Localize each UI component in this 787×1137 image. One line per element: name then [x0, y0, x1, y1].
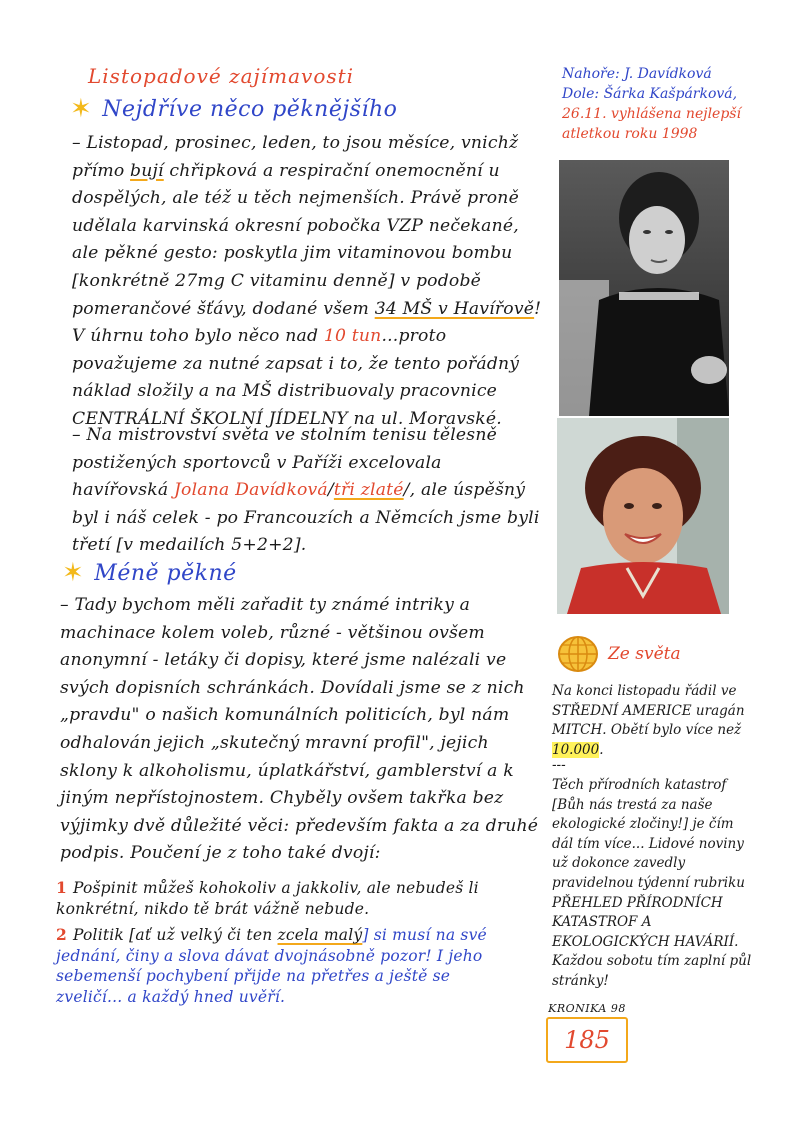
photo-kasparkova-image: [557, 418, 729, 614]
world-news-catastrophes: Těch přírodních katastrof [Bůh nás trestá za naše ekologické zločiny!] je čím dál tím více... Lidové noviny už dokonce zavedly pravidelnou týdenní rubriku PŘEHLED PŘÍRODNÍCH KATASTROF A EKOLOGICKÝCH HAVÁRIÍ. Každou sobotu tím zaplní půl stránky!: [552, 777, 752, 989]
text-fragment: /, ale úspěšný byl i náš celek - po Francouzích a Němcích jsme byli třetí [v medailích 5+2+2].: [72, 480, 540, 556]
lesson-number: 2: [56, 925, 67, 944]
text-fragment: chřipková a respirační onemocnění u dospělých, ale též u těch nejmenších. Právě proně udělala karvinská okresní pobočka VZP nečekané, ale pěkné gesto: poskytla jim vitaminovou bombu [konkrétně 27mg C vitaminu denně] v podobě pomerančové šťávy, dodané všem: [72, 160, 519, 319]
text-fragment: /: [327, 480, 334, 501]
world-news-label: Ze světa: [608, 644, 681, 664]
section-title-nice: [70, 96, 397, 122]
lesson-text: Pošpinit můžeš kohokoliv a jakkoliv, ale nebudeš li konkrétní, nikdo tě brát vážně nebude.: [56, 879, 479, 918]
text-fragment: – Tady bychom měli zařadit ty známé intriky a machinace kolem voleb, různé - většinou ovšem anonymní - letáky či dopisy, které jsme nalézali ve svých dopisních schránkách. Dovídali jsme se z nich „pravdu" o našich komunálních politicích, byl nám odhalován jejich „skutečný mravní profil", jejich sklony k alkoholismu, úplatkářství, gamblerství a k jiným nepřístojnostem. Chyběly ovšem takřka bez výjimky dvě důležité věci: především fakta a za druhé podpis. Poučení je z toho také dvojí:: [60, 595, 539, 864]
lesson-item-1: [56, 878, 518, 919]
photo-davidkova-image: [559, 160, 729, 416]
text-fragment: Na konci listopadu řádil ve STŘEDNÍ AMERICE uragán MITCH. Obětí bylo více než: [552, 683, 745, 739]
section-title-nice-text: Nejdříve něco pěknějšího: [102, 96, 398, 122]
paragraph-table-tennis: [72, 422, 542, 560]
world-news-hurricane: [552, 682, 752, 760]
text-highlighted: 10.000: [552, 741, 600, 758]
text-red: Jolana Davídková: [173, 480, 328, 501]
section-title-less-nice: [62, 560, 237, 586]
text-underlined: 34 MŠ v Havířově: [374, 298, 535, 319]
text-underlined: tři zlaté: [333, 480, 404, 501]
text-underlined: bují: [130, 160, 164, 181]
paragraph-elections: [60, 592, 542, 868]
lesson-item-2: [56, 925, 518, 1007]
lesson-list: [56, 878, 518, 1007]
lesson-number: 1: [56, 878, 67, 897]
globe-icon: [556, 634, 600, 674]
text-fragment: – Na mistrovství světa ve stolním tenisu tělesně postižených sportovců v Paříži excelovala havířovská: [72, 425, 497, 501]
caption-line: Nahoře: J. Davídková: [562, 66, 712, 82]
text-underlined: zcela malý: [277, 926, 363, 944]
world-news-heading: [556, 634, 681, 674]
photo-caption: [562, 64, 762, 144]
chronicle-page-box: [546, 1002, 628, 1063]
paragraph-vitamins: [72, 130, 542, 434]
chronicle-label: KRONIKA 98: [548, 1002, 626, 1015]
star-icon: ✶: [70, 94, 93, 124]
text-fragment: ! V úhrnu toho bylo něco nad: [72, 298, 542, 347]
section-title-less-nice-text: Méně pěkné: [94, 560, 237, 586]
photo-kasparkova: [557, 418, 729, 614]
lesson-text: ] si musí na své jednání, činy a slova dávat dvojnásobně pozor! I jeho sebemenší pochybení přijde na přetřes a ještě se zveličí... a každý hned uvěří.: [56, 926, 487, 1006]
page-heading: Listopadové zajímavosti: [88, 64, 355, 88]
star-icon: ✶: [62, 558, 85, 588]
text-fragment: – Listopad, prosinec, leden, to jsou měsíce, vnichž přímo: [72, 133, 519, 181]
lesson-text: Politik [ať už velký či ten: [73, 926, 273, 944]
dash-separator: ---: [552, 757, 566, 773]
text-red: 10 tun: [323, 326, 382, 347]
caption-line: Dole: Šárka Kašpárková,: [562, 86, 738, 102]
caption-line: 26.11. vyhlášena nejlepší atletkou roku 1998: [562, 106, 741, 142]
page-number: 185: [546, 1017, 628, 1063]
photo-davidkova: [559, 160, 729, 416]
text-fragment: ...proto považujeme za nutné zapsat i to, že tento pořádný náklad složily a na MŠ distribuovaly pracovnice CENTRÁLNÍ ŠKOLNÍ JÍDELNY na ul. Moravské.: [72, 326, 520, 429]
text-fragment: .: [599, 741, 604, 758]
